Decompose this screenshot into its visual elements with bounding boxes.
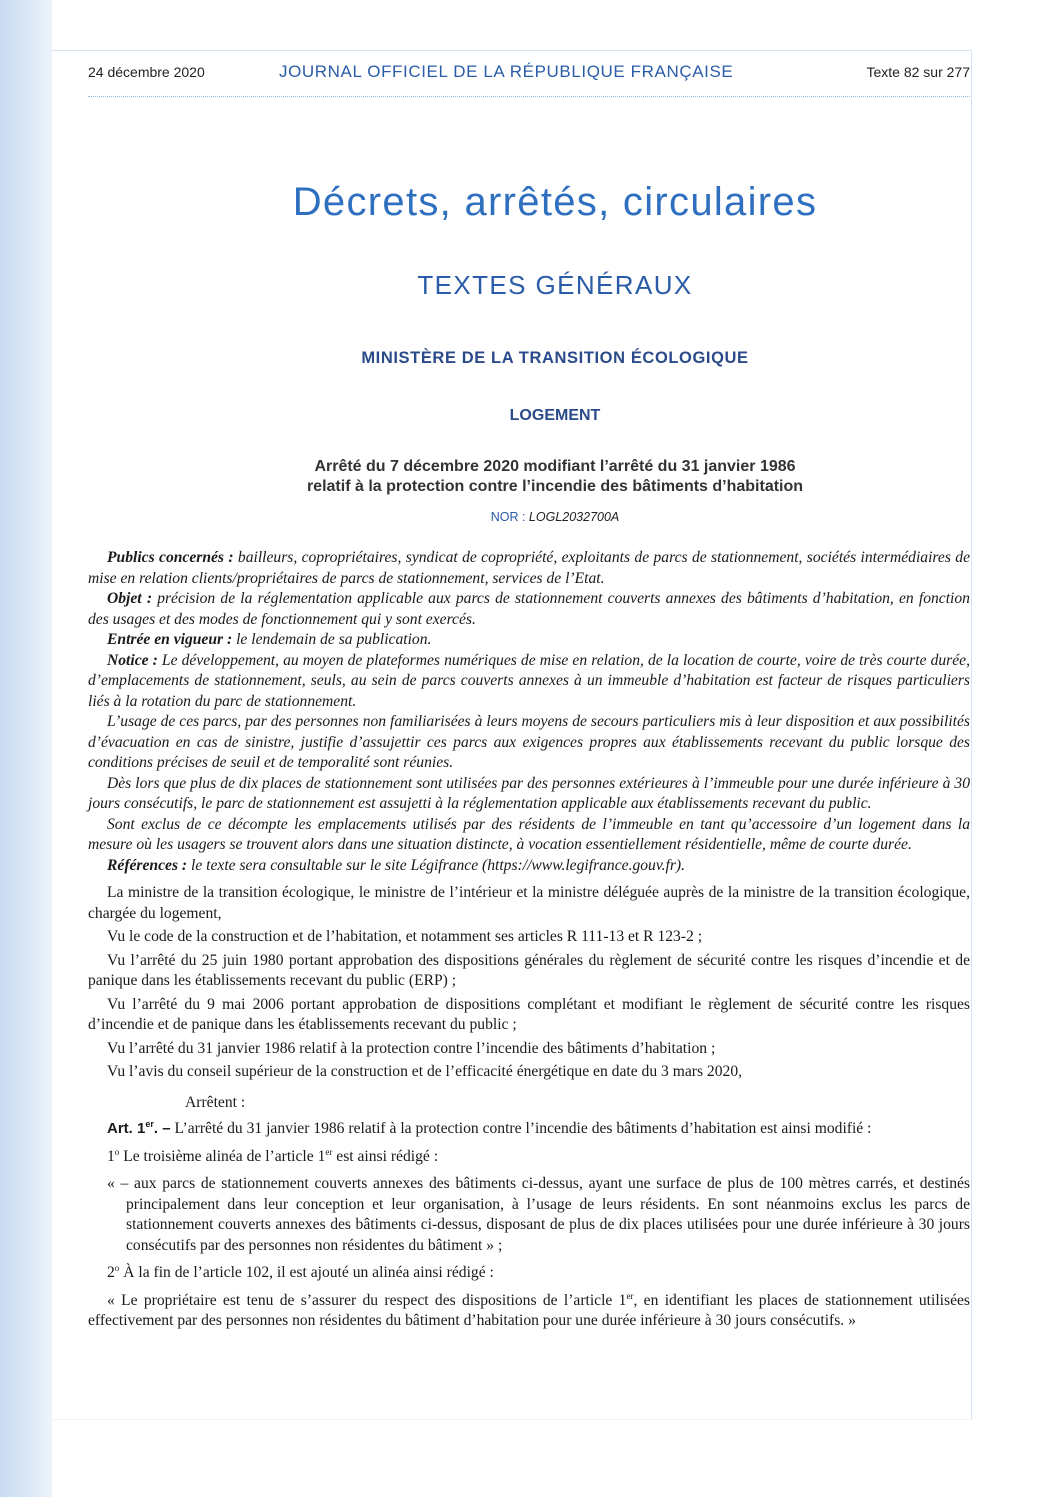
summary-notice-p4: Sont exclus de ce décompte les emplacements utilisés par des résidents de l’immeuble en tant qu’accessoire d’un logement dans la mesure où les usagers se trouvent alors dans une situation distincte, à vocation essentiellement résidentielle, même de courte durée.	[88, 815, 970, 853]
nor-label: NOR :	[490, 510, 529, 524]
item-1-text-b: est ainsi rédigé :	[332, 1147, 439, 1165]
article-1-item-1	[88, 1147, 970, 1168]
summary-references	[88, 856, 970, 877]
summary-objet	[88, 589, 970, 630]
quote-2-sup: er	[626, 1290, 634, 1301]
spacer	[88, 1256, 970, 1263]
summary-publics-label: Publics concernés :	[107, 549, 234, 566]
item-2-degree: o	[114, 1262, 120, 1273]
summary-entree-label: Entrée en vigueur :	[107, 631, 233, 648]
summary-publics-text: bailleurs, copropriétaires, syndicat de copropriété, exploitants de parcs de stationnement, sociétés intermédiaires de mise en relation clients/propriétaires de parcs de stationnement, services de l’Etat.	[88, 549, 970, 587]
summary-entree-text: le lendemain de sa publication.	[232, 631, 432, 648]
left-margin-band	[0, 0, 52, 1497]
summary-notice-text: Le développement, au moyen de plateformes numériques de mise en relation, de la location de courte, voire de très courte durée, d’emplacements de stationnement, seuls, au sein de parcs couverts annexes à un immeuble d’habitation est facteur de risques particuliers liés à la rotation du parc de stationnement.	[88, 651, 970, 710]
item-2-text: À la fin de l’article 102, il est ajouté un alinéa ainsi rédigé :	[119, 1264, 494, 1281]
article-1-intro	[88, 1119, 970, 1140]
article-1-item-2	[88, 1263, 970, 1284]
arrete-title-line1: Arrêté du 7 décembre 2020 modifiant l’arrêté du 31 janvier 1986	[314, 458, 796, 475]
article-1-label-sup: er	[145, 1119, 154, 1129]
visa-4: Vu l’arrêté du 31 janvier 1986 relatif à la protection contre l’incendie des bâtiments d’habitation ;	[107, 1039, 716, 1057]
item-1-sup: er	[325, 1146, 333, 1157]
page-header	[88, 62, 970, 86]
header-text-number: Texte 82 sur 277	[866, 64, 970, 80]
arrete-title-line2: relatif à la protection contre l’incendie des bâtiments d’habitation	[306, 478, 804, 495]
visa-1: Vu le code de la construction et de l’habitation, et notamment ses articles R 111-13 et R 123-2 ;	[107, 928, 703, 945]
ministry-heading: MINISTÈRE DE LA TRANSITION ÉCOLOGIQUE	[361, 349, 749, 367]
visa-5: Vu l’avis du conseil supérieur de la construction et de l’efficacité énergétique en date du 3 mars 2020,	[107, 1063, 743, 1080]
quote-2-text-a: « Le propriétaire est tenu de s’assurer du respect des dispositions de l’article 1	[107, 1291, 627, 1309]
article-1-text: L’arrêté du 31 janvier 1986 relatif à la protection contre l’incendie des bâtiments d’habitation est ainsi modifié :	[170, 1120, 872, 1137]
header-divider	[88, 96, 970, 97]
summary-publics	[88, 548, 970, 589]
header-date: 24 décembre 2020	[88, 64, 205, 80]
article-1-label-main: Art. 1	[107, 1120, 146, 1137]
item-2-number: 2	[107, 1264, 115, 1281]
rubric-heading: LOGEMENT	[509, 407, 601, 424]
item-1-text-a: Le troisième alinéa de l’article 1	[119, 1147, 326, 1165]
spacer	[88, 1167, 970, 1174]
summary-references-text: le texte sera consultable sur le site Légifrance (https://www.legifrance.gouv.fr).	[187, 856, 686, 874]
spacer	[88, 876, 970, 883]
nor-reference	[52, 510, 1058, 524]
arretent: Arrêtent :	[185, 1093, 246, 1111]
nor-value: LOGL2032700A	[528, 510, 620, 524]
summary-entree	[88, 630, 970, 651]
article-1-label-end: . –	[153, 1120, 171, 1137]
spacer	[88, 1140, 970, 1147]
visa-2: Vu l’arrêté du 25 juin 1980 portant approbation des dispositions générales du règlement de sécurité contre les risques d’incendie et de panique dans les établissements recevant du public (ERP) ;	[88, 951, 970, 989]
summary-notice-p3: Dès lors que plus de dix places de stationnement sont utilisées par des personnes extérieures à l’immeuble pour une durée inférieure à 30 jours consécutifs, le parc de stationnement est assujetti à la réglementation applicable aux établissements recevant du public.	[88, 774, 970, 812]
visa-intro: La ministre de la transition écologique, le ministre de l’intérieur et la ministre déléguée auprès de la ministre de la transition écologique, chargée du logement,	[88, 884, 970, 922]
section-title: TEXTES GÉNÉRAUX	[417, 270, 693, 300]
arrete-title	[52, 457, 1058, 497]
quote-2-text-b: , en identifiant les places de stationnement utilisées effectivement par des personnes non résidentes du bâtiment d’habitation pour une durée inférieure à 30 jours consécutifs. »	[88, 1291, 970, 1329]
document-body	[88, 548, 970, 1332]
header-journal-title: JOURNAL OFFICIEL DE LA RÉPUBLIQUE FRANÇAISE	[279, 62, 734, 81]
summary-objet-label: Objet :	[107, 590, 153, 607]
spacer	[88, 1284, 970, 1291]
article-1-label	[107, 1120, 171, 1137]
article-1-quote-2	[88, 1291, 970, 1332]
summary-notice-label: Notice :	[107, 651, 158, 669]
summary-notice-p2: L’usage de ces parcs, par des personnes non familiarisées à leurs moyens de secours particuliers mis à leur disposition et aux possibilités d’évacuation en cas de sinistre, justifie d’assujettir ces parcs aux exigences propres aux établissements recevant du public lorsque des conditions précises de seuil et de temporalité sont réunies.	[88, 713, 970, 771]
item-1-number: 1	[107, 1147, 115, 1165]
article-1-quote-1: « – aux parcs de stationnement couverts annexes des bâtiments ci-dessus, ayant une surface de plus de 100 mètres carrés, et destinés principalement dans leur conception et leur organisation, à l’usage de leurs résidents. En sont néanmoins exclus les parcs de stationnement couverts annexes des bâtiments ci-dessus, disposant de plus de dix places utilisées pour une durée inférieure à 30 jours consécutifs par des personnes non résidentes du bâtiment » ;	[107, 1175, 970, 1254]
summary-notice	[88, 651, 970, 713]
summary-references-label: Références :	[107, 856, 188, 874]
page-title: Décrets, arrêtés, circulaires	[292, 180, 818, 224]
item-1-degree: o	[114, 1146, 120, 1157]
summary-objet-text: précision de la réglementation applicable aux parcs de stationnement couverts annexes des bâtiments d’habitation, en fonction des usages et des modes de fonctionnement qui y sont exercés.	[88, 590, 970, 628]
visa-3: Vu l’arrêté du 9 mai 2006 portant approbation de dispositions complétant et modifiant le règlement de sécurité contre les risques d’incendie et de panique dans les établissements recevant du public ;	[88, 995, 970, 1033]
